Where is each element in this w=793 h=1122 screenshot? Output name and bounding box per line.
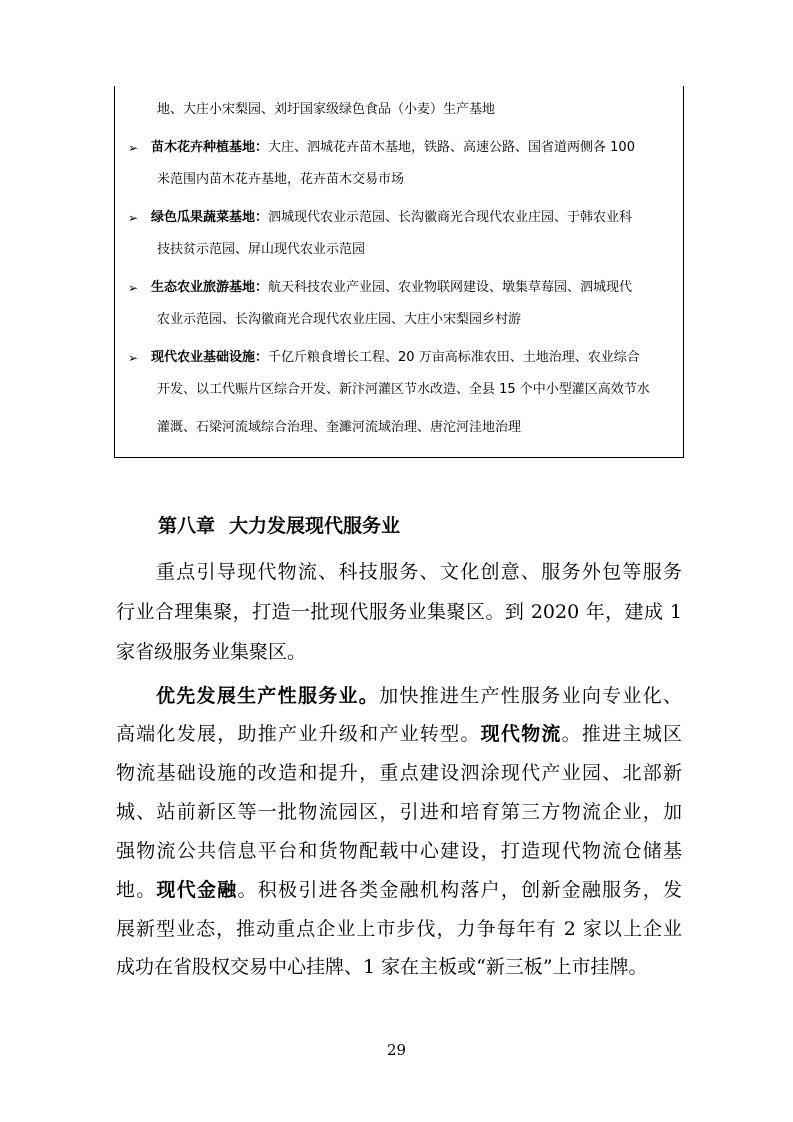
bullet-arrow-icon: ➢ xyxy=(128,141,139,155)
chapter-heading xyxy=(158,514,400,538)
body-text-segment: 。积极引进各类金融机构落户，创新金融服务，发 xyxy=(237,879,682,901)
box-list-line xyxy=(151,140,675,156)
base-description: 开发、以工代赈片区综合开发、新汴河灌区节水改造、全县 15 个中小型灌区高效节水 xyxy=(157,382,650,397)
body-text-line xyxy=(116,640,682,664)
page-number: 29 xyxy=(386,1041,407,1059)
body-text-segment: 行业合理集聚，打造一批现代服务业集聚区。到 2020 年，建成 1 xyxy=(116,601,682,623)
box-list-line xyxy=(157,382,675,398)
base-category-label: 绿色瓜果蔬菜基地： xyxy=(151,210,269,225)
body-text-segment: 城、站前新区等一批物流园区，引进和培育第三方物流企业，加 xyxy=(116,801,682,823)
box-list-line xyxy=(151,350,675,366)
box-list-line xyxy=(151,210,675,226)
box-list-line xyxy=(157,172,675,188)
chapter-number: 第八章 xyxy=(158,515,216,537)
base-description: 千亿斤粮食增长工程、20 万亩高标准农田、土地治理、农业综合 xyxy=(268,350,640,365)
base-description: 航天科技农业产业园、农业物联网建设、墩集草莓园、泗城现代 xyxy=(268,280,633,295)
base-description: 地、大庄小宋梨园、刘圩国家级绿色食品（小麦）生产基地 xyxy=(157,102,496,117)
base-description: 米范围内苗木花卉基地，花卉苗木交易市场 xyxy=(157,172,405,187)
body-text-segment: 物流基础设施的改造和提升，重点建设泗涂现代产业园、北部新 xyxy=(116,762,682,784)
body-text-line xyxy=(116,800,682,824)
base-description: 农业示范园、长沟徽商光合现代农业庄园、大庄小宋梨园乡村游 xyxy=(157,312,522,327)
body-text-segment: 地。 xyxy=(116,879,157,901)
body-text-line xyxy=(116,761,682,785)
base-category-label: 苗木花卉种植基地： xyxy=(151,140,269,155)
body-text-line xyxy=(116,839,682,863)
body-text-segment: 。推进主城区 xyxy=(561,723,682,745)
body-text-line xyxy=(156,684,682,708)
base-description: 技扶贫示范园、屏山现代农业示范园 xyxy=(157,242,366,257)
box-list-line xyxy=(157,420,675,436)
body-text-segment: 成功在省股权交易中心挂牌、1 家在主板或“新三板”上市挂牌。 xyxy=(116,956,648,978)
base-category-label: 现代农业基础设施： xyxy=(151,350,269,365)
body-text-segment: 高端化发展，助推产业升级和产业转型。 xyxy=(116,723,481,745)
box-list-line xyxy=(157,102,675,118)
body-text-segment: 加快推进生产性服务业向专业化、 xyxy=(379,685,682,707)
box-list-line xyxy=(157,242,675,258)
chapter-title: 大力发展现代服务业 xyxy=(229,515,401,537)
body-text-segment: 家省级服务业集聚区。 xyxy=(116,641,307,663)
bold-lead-phrase: 优先发展生产性服务业。 xyxy=(156,685,380,707)
body-text-segment: 重点引导现代物流、科技服务、文化创意、服务外包等服务 xyxy=(156,561,682,583)
base-category-label: 生态农业旅游基地： xyxy=(151,280,269,295)
base-description: 灌溉、石梁河流域综合治理、奎濉河流域治理、唐沱河洼地治理 xyxy=(157,420,522,435)
base-description: 大庄、泗城花卉苗木基地，铁路、高速公路、国省道两侧各 100 xyxy=(268,140,635,155)
box-list-line xyxy=(151,280,675,296)
bullet-arrow-icon: ➢ xyxy=(128,281,139,295)
body-text-line xyxy=(156,560,682,584)
body-text-segment: 展新型业态，推动重点企业上市步伐，力争每年有 2 家以上企业 xyxy=(116,918,682,940)
body-text-line xyxy=(116,600,682,624)
agricultural-bases-box xyxy=(114,86,684,458)
body-text-line xyxy=(116,955,682,979)
bullet-arrow-icon: ➢ xyxy=(128,351,139,365)
bold-lead-phrase: 现代物流 xyxy=(480,723,562,745)
body-text-segment: 强物流公共信息平台和货物配载中心建设，打造现代物流仓储基 xyxy=(116,840,682,862)
base-description: 泗城现代农业示范园、长沟徽商光合现代农业庄园、于韩农业科 xyxy=(268,210,633,225)
body-text-line xyxy=(116,917,682,941)
bullet-arrow-icon: ➢ xyxy=(128,211,139,225)
body-text-line xyxy=(116,722,682,746)
bold-lead-phrase: 现代金融 xyxy=(156,879,238,901)
body-text-line xyxy=(116,878,682,902)
box-list-line xyxy=(157,312,675,328)
